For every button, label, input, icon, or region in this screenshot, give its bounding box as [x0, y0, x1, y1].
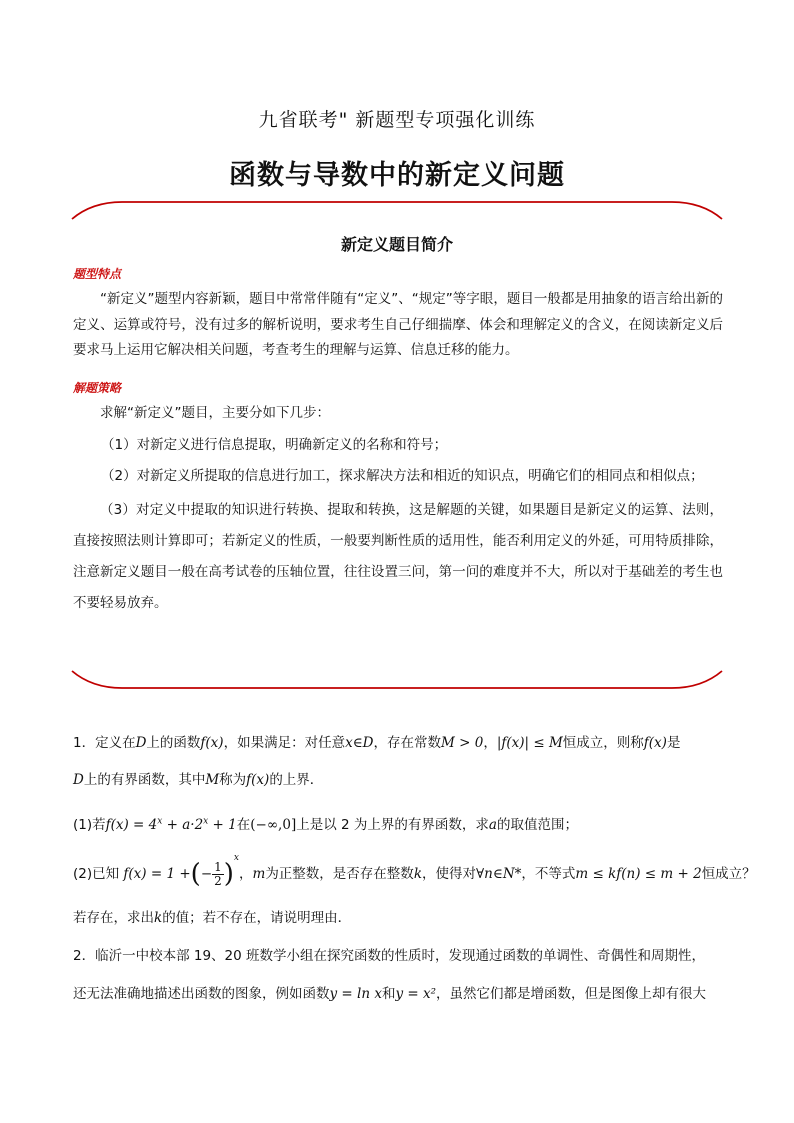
problem-1-part-1: (1)若$f(x) = 4^x + a\cdot 2^x + 1$在(−∞,0]上是以 2 为上界的有界函数，求a的取值范围；: [73, 816, 578, 833]
fraction-one-half: $\frac{1}{2}$: [214, 859, 222, 888]
label-features: 题型特点: [73, 267, 122, 281]
doc-title: 函数与导数中的新定义问题: [229, 160, 565, 191]
strategy-step-3: （3）对定义中提取的知识进行转换、提取和转换，这是解题的关键，如果题目是新定义的运算、法则，直接按照法则计算即可；若新定义的性质，一般要判断性质的适用性，能否利用定义的外延，可用特质排除，注意新定义题目一般在高考试卷的压轴位置，往往设置三问，第一问的难度并不大，所以对于基础差的考生也不要轻易放弃。: [73, 502, 723, 611]
section-title: 新定义题目简介: [340, 235, 453, 254]
features-paragraph: “新定义”题型内容新颖，题目中常常伴随有“定义”、“规定”等字眼，题目一般都是用抽象的语言给出新的定义、运算或符号，没有过多的解析说明，要求考生自己仔细揣摩、体会和理解定义的含义，在阅读新定义后要求马上运用它解决相关问题，考查考生的理解与运算、信息迁移的能力。: [73, 291, 723, 358]
problem-2-line-2: 还无法准确地描述出函数的图象，例如函数y = ln x和y = x²，虽然它们都是增函数，但是图像上却有很大: [73, 986, 706, 1002]
problem-1-part-2: (2)已知 f(x) = 1 +(− $\frac{1}{2}$ )$^x$，m为正整数，是否存在整数k，使得对∀n∈N*，不等式m ≤ kf(n) ≤ m + 2恒成立？: [73, 853, 756, 889]
problem-1-part-2-cont: 若存在，求出k的值；若不存在，请说明理由．: [73, 910, 352, 926]
problem-1-line-2: D上的有界函数，其中M称为f(x)的上界．: [73, 772, 324, 788]
strategy-step-2: （2）对新定义所提取的信息进行加工，探求解决方法和相近的知识点，明确它们的相同点和相似点；: [101, 468, 704, 484]
problem-1-line-1: 1．定义在D上的函数f(x)，如果满足：对任意x∈D，存在常数M > 0，|f(x)| ≤ M恒成立，则称f(x)是: [73, 735, 681, 751]
label-strategy: 解题策略: [73, 381, 122, 395]
doc-subtitle: 九省联考" 新题型专项强化训练: [258, 109, 536, 131]
problem-2-line-1: 2．临沂一中校本部 19、20 班数学小组在探究函数的性质时，发现通过函数的单调性、奇偶性和周期性，: [73, 948, 706, 964]
strategy-step-1: （1）对新定义进行信息提取，明确新定义的名称和符号；: [101, 437, 448, 453]
strategy-intro: 求解“新定义”题目，主要分如下几步：: [100, 405, 330, 421]
